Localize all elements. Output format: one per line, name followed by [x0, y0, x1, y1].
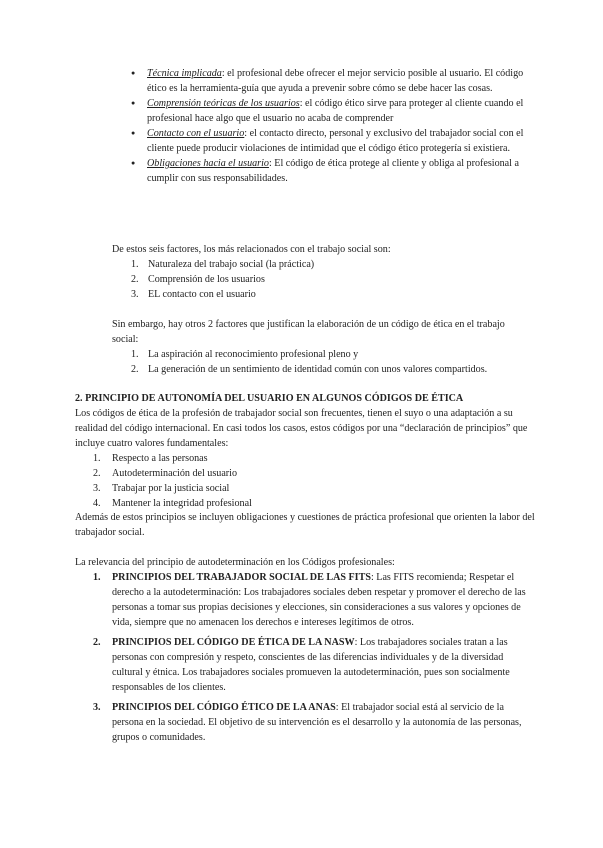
- bullet-text: : el código ético sirve para proteger al cliente cuando el profesional hace algo que el usuario no acaba de comprender: [147, 98, 524, 124]
- other-factors-list: [131, 347, 541, 377]
- item-number: 1.: [131, 259, 139, 270]
- section-intro: Los códigos de ética de la profesión de trabajador social son frecuentes, tienen el suyo o una adaptación a su realidad del código internacional. En casi todos los casos, estos códigos por una “declaración de principios” que incluye cuatro valores fundamentales:: [75, 408, 528, 449]
- factor-bullet-list: [131, 66, 535, 186]
- code-text: : Los trabajadores sociales tratan a las personas con compresión y respeto, conscientes de las diferencias individuales y de la diversidad cultural y étnica. Los trabajadores sociales promueven la autodeterminación, pues son socialmente responsables de los clientes.: [112, 637, 510, 693]
- other-factors-intro: Sin embargo, hay otros 2 factores que justifican la elaboración de un código de ética en el trabajo social:: [112, 319, 505, 345]
- list-item: [93, 481, 523, 496]
- code-text: : El trabajador social está al servicio de la persona en la sociedad. El objetivo de su intervención es el desarrollo y la autonomía de las personas, grupos o comunidades.: [112, 702, 522, 743]
- item-number: 3.: [131, 289, 139, 300]
- item-text: Naturaleza del trabajo social (la práctica): [148, 259, 315, 270]
- list-item: [131, 362, 541, 377]
- code-title: PRINCIPIOS DEL CÓDIGO DE ÉTICA DE LA NASW: [112, 637, 355, 648]
- bullet-term: Contacto con el usuario: [147, 128, 245, 139]
- list-item: [93, 496, 523, 511]
- item-text: Mantener la integridad profesional: [112, 498, 252, 509]
- item-number: 2.: [93, 637, 101, 648]
- list-item: [93, 451, 523, 466]
- factors-intro: De estos seis factores, los más relacionados con el trabajo social son:: [112, 244, 391, 255]
- values-list: [93, 451, 523, 511]
- bullet-item: [131, 156, 535, 186]
- code-title: PRINCIPIOS DEL CÓDIGO ÉTICO DE LA ANAS: [112, 702, 336, 713]
- relevance-intro: La relevancia del principio de autodeterminación en los Códigos profesionales:: [75, 557, 395, 568]
- bullet-term: Comprensión teóricas de los usuarios: [147, 98, 300, 109]
- item-text: EL contacto con el usuario: [148, 289, 256, 300]
- bullet-item: [131, 126, 535, 156]
- item-number: 3.: [93, 483, 101, 494]
- values-after: Además de estos principios se incluyen obligaciones y cuestiones de práctica profesional que orienten la labor del trabajador social.: [75, 512, 535, 538]
- list-item: [131, 287, 531, 302]
- factors-list: [131, 257, 531, 302]
- code-text: : Las FITS recomienda; Respetar el derecho a la autodeterminación: Los trabajadores sociales deben respetar y promover el derecho de las personas a tomar sus propias decisiones y elecciones, sin consideraciones a sus valores y opciones de vida, siempre que no amenacen los derechos e intereses legítimos de otros.: [112, 572, 526, 628]
- item-number: 4.: [93, 498, 101, 509]
- item-text: La aspiración al reconocimiento profesional pleno y: [148, 349, 359, 360]
- list-item: [93, 466, 523, 481]
- list-item: [131, 347, 541, 362]
- item-number: 2.: [93, 468, 101, 479]
- item-text: Trabajar por la justicia social: [112, 483, 230, 494]
- item-number: 2.: [131, 364, 139, 375]
- bullet-text: : El código de ética protege al cliente y obliga al profesional a cumplir con sus responsabilidades.: [147, 158, 519, 184]
- bullet-text: : el contacto directo, personal y exclusivo del trabajador social con el cliente puede producir violaciones de intimidad que el código ético protegería si existiera.: [147, 128, 524, 154]
- codes-list: [93, 570, 534, 745]
- item-number: 1.: [93, 453, 101, 464]
- item-text: Comprensión de los usuarios: [148, 274, 265, 285]
- list-item: [131, 257, 531, 272]
- bullet-term: Obligaciones hacia el usuario: [147, 158, 269, 169]
- item-text: Autodeterminación del usuario: [112, 468, 238, 479]
- code-item: [93, 700, 534, 745]
- item-number: 2.: [131, 274, 139, 285]
- bullet-item: [131, 96, 535, 126]
- bullet-term: Técnica implicada: [147, 68, 222, 79]
- item-number: 1.: [93, 572, 101, 583]
- code-title: PRINCIPIOS DEL TRABAJADOR SOCIAL DE LAS FITS: [112, 572, 371, 583]
- item-number: 1.: [131, 349, 139, 360]
- section-heading: 2. PRINCIPIO DE AUTONOMÍA DEL USUARIO EN ALGUNOS CÓDIGOS DE ÉTICA: [75, 393, 464, 404]
- code-item: [93, 635, 534, 695]
- code-item: [93, 570, 534, 630]
- item-number: 3.: [93, 702, 101, 713]
- list-item: [131, 272, 531, 287]
- item-text: La generación de un sentimiento de identidad común con unos valores compartidos.: [148, 364, 488, 375]
- item-text: Respecto a las personas: [112, 453, 208, 464]
- bullet-text: : el profesional debe ofrecer el mejor servicio posible al usuario. El código ético es la herramienta-guía que ayuda a prevenir sobre cómo se debe hacer las cosas.: [147, 68, 524, 94]
- bullet-item: [131, 66, 535, 96]
